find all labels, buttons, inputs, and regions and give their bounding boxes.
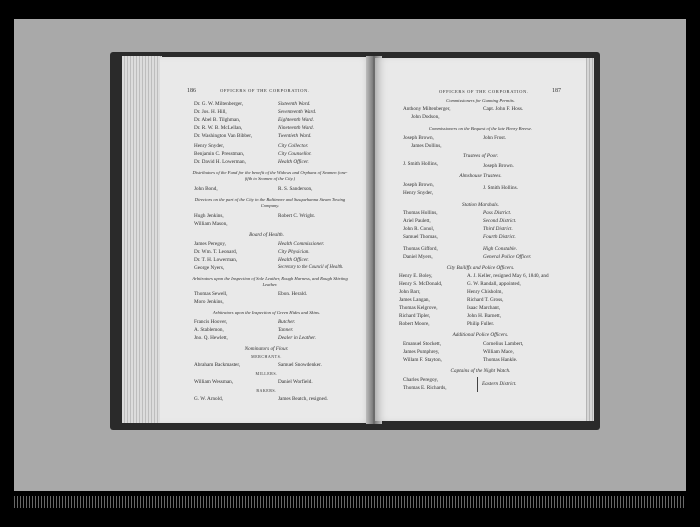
officer-name: Benjamin C. Presstman,	[194, 151, 245, 157]
officer-name: Dr. T. H. Lowerman,	[194, 257, 238, 263]
officer-role: City Physician.	[278, 249, 310, 255]
brace	[477, 377, 478, 392]
officer-role: Butcher.	[278, 319, 296, 325]
section-heading: Captains of the Night Watch.	[450, 368, 511, 374]
officer-name: Thomas E. Richards,	[403, 385, 447, 391]
officer-name: Capt. John F. Hoss.	[483, 106, 524, 112]
officer-name: Willam F. Stayton,	[403, 357, 442, 363]
section-heading: Nominators of Flour.	[244, 346, 289, 352]
officer-name: Henry S. McDonald,	[399, 281, 443, 287]
officer-name: Thomas Gifford,	[403, 246, 438, 252]
officer-name: Jno. Q. Hewlett,	[194, 335, 228, 341]
officer-name: Philip Fuller.	[467, 321, 495, 327]
officer-name: Dr. David H. Lowerman,	[194, 159, 246, 165]
officer-name: James Dollins,	[411, 143, 442, 149]
officer-name: Hugh Jenkins,	[194, 213, 224, 219]
officer-name: Ariel Paulett,	[403, 218, 431, 224]
officer-role: Nineteenth Ward.	[278, 125, 314, 131]
officer-name: Thomas Sewell,	[194, 291, 228, 297]
section-heading: City Bailiffs and Police Officers.	[446, 265, 515, 271]
officer-name: Samuel Snowdenker.	[278, 362, 322, 368]
officer-role: Fourth District.	[483, 234, 516, 240]
page-edges-left	[122, 56, 162, 423]
officer-name: Abraham Backmaster,	[194, 362, 241, 368]
officer-name: Robert C. Wright.	[278, 213, 316, 219]
officer-name: Richard T. Gross,	[467, 297, 504, 303]
officer-role: Sixteenth Ward.	[278, 101, 311, 107]
officer-name: R. S. Sanderson,	[278, 186, 313, 192]
officer-name: Henry Chisholm,	[467, 289, 503, 295]
officer-name: Thomas Hollins,	[403, 210, 438, 216]
officer-name: A. J. Keller, resigned May 6, 1840, and	[467, 273, 549, 279]
running-header: OFFICERS OF THE CORPORATION.	[220, 88, 310, 93]
officer-name: John Dodson,	[411, 114, 440, 120]
officer-name: Samuel Thomas,	[403, 234, 438, 240]
officer-role: Health Officer.	[278, 159, 309, 165]
officer-name: James Peregoy,	[194, 241, 226, 247]
officer-name: James Langan,	[399, 297, 430, 303]
officer-name: Joseph Brown,	[403, 135, 434, 141]
page-number: 187	[552, 88, 561, 94]
section-heading: Commissioners on the Bequest of the late Henry Breese.	[428, 126, 533, 131]
left-page	[160, 57, 373, 423]
officer-name: William Mason,	[194, 221, 228, 227]
officer-role: City Collector.	[278, 143, 309, 149]
right-page	[375, 58, 586, 421]
officer-role: Second District.	[483, 218, 517, 224]
officer-name: G. W. Randall, appointed,	[467, 281, 521, 287]
officer-name: Emanuel Stockett,	[403, 341, 442, 347]
officer-name: Dr. Jos. H. Hill,	[194, 109, 227, 115]
officer-name: Charles Peregoy,	[403, 377, 439, 383]
officer-name: John Frost.	[483, 135, 507, 141]
officer-name: Henry Snyder,	[194, 143, 225, 149]
officer-role: City Counsellor.	[278, 151, 312, 157]
officer-role: Third District.	[483, 226, 513, 232]
officer-name: William Mace,	[483, 349, 514, 355]
section-heading: Additional Police Officers.	[452, 332, 509, 338]
section-heading: Directors on the part of the City in the Baltimore and Susquehanna Steam Towing Company.	[194, 197, 346, 208]
officer-name: Daniel Myers,	[403, 254, 433, 260]
officer-name: Henry Snyder,	[403, 190, 434, 196]
officer-role: Tanner.	[278, 327, 294, 333]
officer-name: Anthony Miltenberger,	[403, 106, 451, 112]
officer-role: Eighteenth Ward.	[278, 117, 314, 123]
section-heading: Arbitrators upon the Inspection of Sole Leather, Rough Harness, and Rough Skirting Leather.	[192, 276, 348, 287]
officer-name: Daniel Worfield.	[278, 379, 313, 385]
officer-name: George Nyers,	[194, 265, 225, 271]
section-heading: Station Marshals.	[462, 202, 499, 208]
page-number: 186	[187, 88, 196, 94]
officer-name: A. Stablemon,	[194, 327, 224, 333]
officer-name: Ebon. Herald.	[278, 291, 307, 297]
subsection-heading: MERCHANTS.	[251, 354, 282, 359]
officer-name: Dr. Abel B. Tilghman,	[194, 117, 241, 123]
officer-name: Dr. Wm. T. Leonard,	[194, 249, 238, 255]
officer-role: Health Officer.	[278, 257, 309, 263]
officer-role: Dealer in Leather.	[278, 335, 316, 341]
officer-name: Henry E. Boley,	[399, 273, 433, 279]
officer-name: Joseph Brown.	[483, 163, 514, 169]
officer-name: Thomas Kelgrove,	[399, 305, 438, 311]
section-heading: Distributors of the Fund for the benefit of the Widows and Orphans of Seamen (one-fifth to Seamen of the City.)	[192, 170, 348, 181]
officer-name: Richard Tipler,	[399, 313, 431, 319]
section-heading: Commissioners for Gunning Permits.	[446, 98, 515, 103]
officer-name: Robert Moore,	[399, 321, 430, 327]
officer-name: Isaac Marchant,	[467, 305, 501, 311]
officer-name: James Beatch, resigned.	[278, 396, 328, 402]
officer-role: General Police Officer.	[483, 254, 532, 260]
officer-role: Pass District.	[483, 210, 512, 216]
officer-name: John Bond,	[194, 186, 218, 192]
officer-name: John H. Barnett,	[467, 313, 502, 319]
subsection-heading: MILLERS.	[255, 371, 278, 376]
officer-name: J. Smith Hollins.	[483, 185, 518, 191]
officer-name: Cornelius Lambert,	[483, 341, 524, 347]
section-heading: Almshouse Trustees.	[459, 173, 502, 179]
officer-name: Dr. R. W. B. McLellan,	[194, 125, 243, 131]
officer-role: Twentieth Ward.	[278, 133, 312, 139]
officer-role: Health Commissioner.	[278, 241, 325, 247]
officer-name: John Barr,	[399, 289, 421, 295]
subsection-heading: BAKERS.	[256, 388, 277, 393]
officer-name: G. W. Arnold,	[194, 396, 223, 402]
section-heading: Board of Health.	[249, 232, 284, 238]
film-edge-strip	[14, 496, 686, 508]
officer-name: James Pumphrey,	[403, 349, 440, 355]
officer-name: Moro Jenkins,	[194, 299, 224, 305]
officer-name: Joseph Brown,	[403, 182, 434, 188]
section-heading: Trustees of Poor.	[462, 153, 499, 159]
officer-role: Secretary to the Council of Health.	[278, 265, 344, 270]
officer-role: High Constable.	[483, 246, 518, 252]
running-header: OFFICERS OF THE CORPORATION.	[439, 89, 529, 94]
officer-name: J. Smith Hollins,	[403, 161, 438, 167]
officer-role: Seventeenth Ward.	[278, 109, 317, 115]
officer-name: John R. Conol,	[403, 226, 435, 232]
section-heading: Arbitrators upon the Inspection of Green Hides and Skins.	[212, 310, 321, 315]
officer-name: Thomas Hankle.	[483, 357, 518, 363]
officer-name: Francis Hoover,	[194, 319, 228, 325]
officer-name: Dr. Washington Van Bibber,	[194, 133, 253, 139]
district-note: Eastern District.	[482, 381, 517, 387]
officer-name: William Wessman,	[194, 379, 234, 385]
officer-name: Dr. G. W. Miltenberger,	[194, 101, 244, 107]
